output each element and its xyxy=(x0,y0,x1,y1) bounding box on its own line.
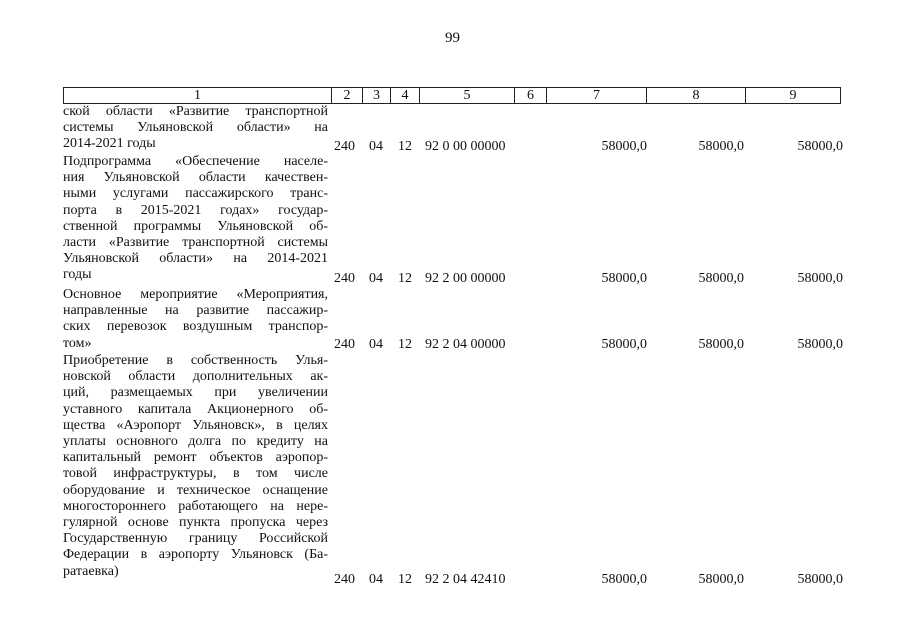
row-1-col-2: 240 xyxy=(334,139,355,154)
row-4-col-2: 240 xyxy=(334,572,355,587)
row-3-col-5: 92 2 04 00000 xyxy=(425,337,506,352)
table-header xyxy=(63,87,841,104)
row-2-line-3: ными услугами пассажирского транс- xyxy=(63,186,328,202)
row-4-line-4: уставного капитала Акционерного об- xyxy=(63,401,328,417)
row-4-line-8: товой инфраструктуры, в том числе xyxy=(63,466,328,482)
row-4-line-9: оборудование и техническое оснащение xyxy=(63,482,328,498)
row-4-description xyxy=(63,353,328,580)
row-4-line-6: уплаты основного долга по кредиту на xyxy=(63,434,328,450)
row-1-col-9: 58000,0 xyxy=(797,139,843,154)
header-col-8: 8 xyxy=(647,88,746,104)
row-2-col-9: 58000,0 xyxy=(797,271,843,286)
header-col-2: 2 xyxy=(332,88,363,104)
row-3-col-9: 58000,0 xyxy=(797,337,843,352)
row-4-line-10: многостороннего работающего на нере- xyxy=(63,498,328,514)
header-col-7: 7 xyxy=(547,88,647,104)
row-4-line-7: капитальный ремонт объектов аэропор- xyxy=(63,450,328,466)
row-3-description xyxy=(63,287,328,352)
row-4-line-13: Федерации в аэропорту Ульяновск (Ба- xyxy=(63,547,328,563)
row-4-line-3: ций, размещаемых при увеличении xyxy=(63,385,328,401)
header-col-5: 5 xyxy=(420,88,515,104)
header-col-3: 3 xyxy=(363,88,391,104)
row-4-col-7: 58000,0 xyxy=(601,572,647,587)
row-4-line-11: гулярной основе пункта пропуска через xyxy=(63,515,328,531)
row-1-line-1: ской области «Развитие транспортной xyxy=(63,104,328,119)
row-1-col-4: 12 xyxy=(398,139,412,154)
row-2-col-7: 58000,0 xyxy=(601,271,647,286)
row-3-line-4: том» xyxy=(63,335,92,351)
header-col-6: 6 xyxy=(515,88,547,104)
header-col-9: 9 xyxy=(746,88,841,104)
row-2-col-8: 58000,0 xyxy=(698,271,744,286)
row-4-line-5: щества «Аэропорт Ульяновск», в целях xyxy=(63,417,328,433)
row-4-col-9: 58000,0 xyxy=(797,572,843,587)
page-number: 99 xyxy=(445,30,460,46)
row-1-line-3: 2014-2021 годы xyxy=(63,136,156,152)
row-2-line-8: годы xyxy=(63,267,92,283)
row-3-col-8: 58000,0 xyxy=(698,337,744,352)
row-1-col-8: 58000,0 xyxy=(698,139,744,154)
row-2-col-3: 04 xyxy=(369,271,383,286)
row-4-line-2: новской области дополнительных ак- xyxy=(63,369,328,385)
row-4-col-8: 58000,0 xyxy=(698,572,744,587)
row-3-col-7: 58000,0 xyxy=(601,337,647,352)
row-4-line-14: ратаевка) xyxy=(63,563,119,579)
row-2-line-4: порта в 2015-2021 годах» государ- xyxy=(63,202,328,218)
row-1-col-3: 04 xyxy=(369,139,383,154)
header-col-1: 1 xyxy=(64,88,332,104)
row-3-line-1: Основное мероприятие «Мероприятия, xyxy=(63,287,328,302)
row-1-description xyxy=(63,104,328,153)
row-3-line-3: ских перевозок воздушным транспор- xyxy=(63,319,328,335)
row-4-line-12: Государственную границу Российской xyxy=(63,531,328,547)
row-1-col-5: 92 0 00 00000 xyxy=(425,139,506,154)
row-4-col-3: 04 xyxy=(369,572,383,587)
row-1-line-2: системы Ульяновской области» на xyxy=(63,120,328,136)
row-2-line-7: Ульяновской области» на 2014-2021 xyxy=(63,251,328,267)
row-3-col-2: 240 xyxy=(334,337,355,352)
row-2-line-6: ласти «Развитие транспортной системы xyxy=(63,235,328,251)
row-4-col-4: 12 xyxy=(398,572,412,587)
row-1-col-7: 58000,0 xyxy=(601,139,647,154)
row-2-description xyxy=(63,154,328,284)
row-4-line-1: Приобретение в собственность Улья- xyxy=(63,353,328,368)
row-2-line-1: Подпрограмма «Обеспечение населе- xyxy=(63,154,328,169)
row-3-col-3: 04 xyxy=(369,337,383,352)
row-2-col-4: 12 xyxy=(398,271,412,286)
row-3-line-2: направленные на развитие пассажир- xyxy=(63,303,328,319)
header-col-4: 4 xyxy=(391,88,420,104)
row-3-col-4: 12 xyxy=(398,337,412,352)
row-2-line-2: ния Ульяновской области качествен- xyxy=(63,170,328,186)
row-2-col-2: 240 xyxy=(334,271,355,286)
row-2-col-5: 92 2 00 00000 xyxy=(425,271,506,286)
row-4-col-5: 92 2 04 42410 xyxy=(425,572,506,587)
row-2-line-5: ственной программы Ульяновской об- xyxy=(63,218,328,234)
